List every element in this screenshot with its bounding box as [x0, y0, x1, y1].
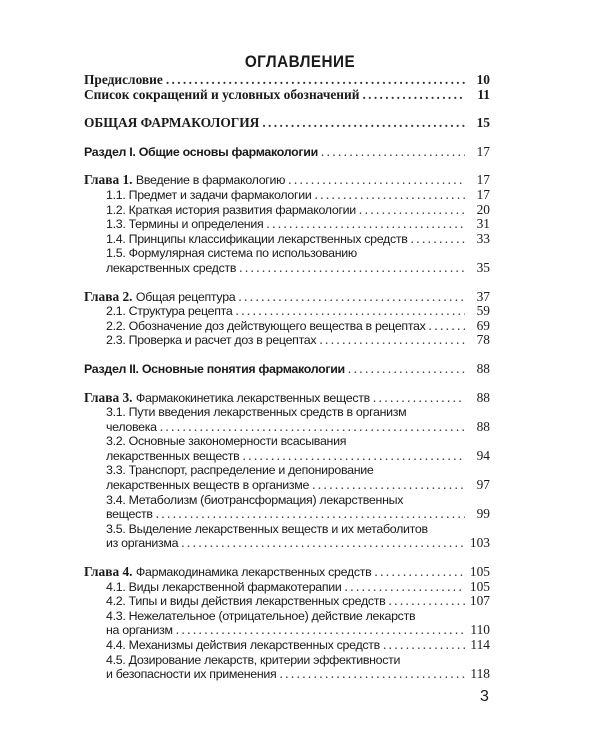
- toc-item[interactable]: 1.4. Принципы классификации лекарственных средств . . . 33: [84, 232, 490, 247]
- toc-chapter-3[interactable]: Глава 3. Фармакокинетика лекарственных веществ . . . 88: [84, 391, 490, 406]
- table-of-contents: [84, 73, 490, 682]
- toc-item[interactable]: 1.3. Термины и определения . . . 31: [84, 217, 490, 232]
- toc-item-line[interactable]: 3.3. Транспорт, распределение и депонирование: [106, 463, 374, 478]
- toc-item[interactable]: 1.1. Предмет и задачи фармакологии . . . 17: [84, 188, 490, 203]
- toc-item-line[interactable]: 4.5. Дозирование лекарств, критерии эффективности: [106, 652, 401, 667]
- toc-item-line[interactable]: 3.1. Пути введения лекарственных средств в организм: [106, 405, 407, 420]
- toc-part-general-pharmacology[interactable]: ОБЩАЯ ФАРМАКОЛОГИЯ . . . 15: [84, 116, 490, 131]
- page-number: 3: [480, 688, 489, 705]
- toc-chapter-1[interactable]: Глава 1. Введение в фармакологию . . . 17: [84, 173, 490, 188]
- page-title: ОГЛАВЛЕНИЕ: [244, 52, 356, 71]
- toc-item-line[interactable]: 1.5. Формулярная система по использованию: [106, 246, 357, 261]
- toc-item[interactable]: 2.2. Обозначение доз действующего вещества в рецептах . . . 69: [84, 319, 490, 334]
- toc-item[interactable]: человека . . . 88: [84, 420, 490, 435]
- toc-item[interactable]: лекарственных веществ в организме . . . 97: [84, 478, 490, 493]
- toc-item[interactable]: из организма . . . 103: [84, 536, 490, 551]
- toc-item-line[interactable]: 3.5. Выделение лекарственных веществ и их метаболитов: [106, 521, 428, 536]
- toc-item[interactable]: лекарственных веществ . . . 94: [84, 449, 490, 464]
- toc-item[interactable]: на организм . . . 110: [84, 623, 490, 638]
- toc-item[interactable]: 1.2. Краткая история развития фармакологии . . . 20: [84, 203, 490, 218]
- toc-item-line[interactable]: 3.4. Метаболизм (биотрансформация) лекарственных: [106, 492, 404, 507]
- toc-item[interactable]: и безопасности их применения . . . 118: [84, 667, 490, 682]
- toc-entry-preface[interactable]: Предисловие . . . 10: [84, 73, 490, 88]
- toc-section-1[interactable]: Раздел I. Общие основы фармакологии . . . 17: [84, 145, 490, 160]
- toc-item[interactable]: 4.1. Виды лекарственной фармакотерапии . . . 105: [84, 580, 490, 595]
- toc-item[interactable]: 2.1. Структура рецепта . . . 59: [84, 304, 490, 319]
- toc-chapter-4[interactable]: Глава 4. Фармакодинамика лекарственных средств . . . 105: [84, 565, 490, 580]
- toc-item-line[interactable]: 4.3. Нежелательное (отрицательное) действие лекарств: [106, 608, 416, 623]
- toc-item-line[interactable]: 3.2. Основные закономерности всасывания: [106, 434, 347, 449]
- toc-item[interactable]: 2.3. Проверка и расчет доз в рецептах . . . 78: [84, 333, 490, 348]
- toc-item[interactable]: 4.4. Механизмы действия лекарственных средств . . . 114: [84, 638, 490, 653]
- toc-section-2[interactable]: Раздел II. Основные понятия фармакологии . . . 88: [84, 362, 490, 377]
- toc-item[interactable]: 4.2. Типы и виды действия лекарственных средств . . . 107: [84, 594, 490, 609]
- toc-item[interactable]: лекарственных средств . . . 35: [84, 261, 490, 276]
- toc-item[interactable]: веществ . . . 99: [84, 507, 490, 522]
- toc-entry-abbreviations[interactable]: Список сокращений и условных обозначений . . . 11: [84, 88, 490, 103]
- toc-chapter-2[interactable]: Глава 2. Общая рецептура . . . 37: [84, 290, 490, 305]
